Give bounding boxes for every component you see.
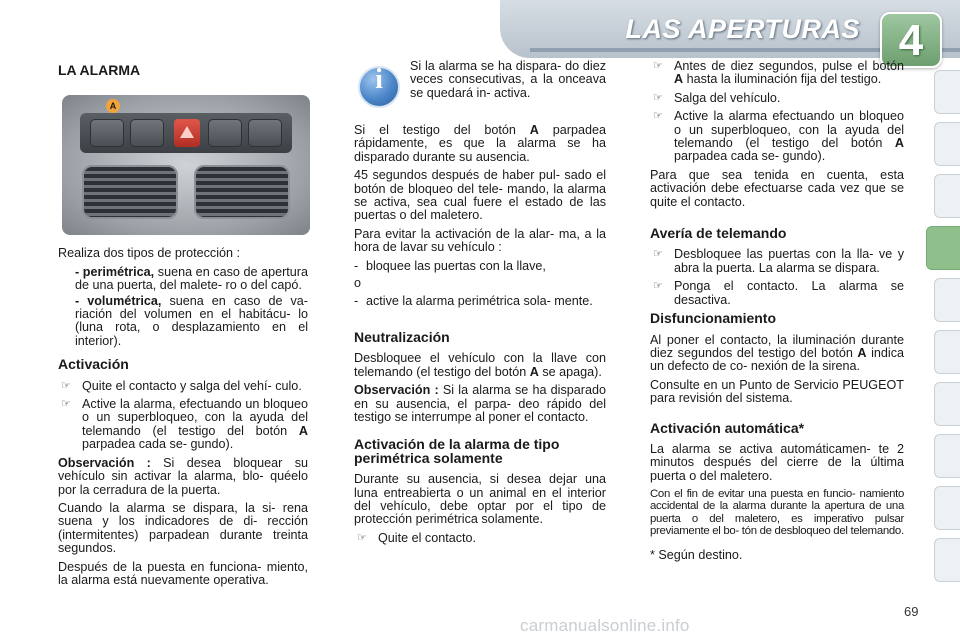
protection-perimetric bbox=[58, 266, 308, 293]
perimetrica-item-2-after: hasta la iluminación fija del testigo. bbox=[683, 72, 882, 87]
averia-item-1 bbox=[650, 248, 904, 275]
activacion-item-2-text-after: parpadea cada se- gundo). bbox=[82, 437, 234, 452]
side-tab-6[interactable] bbox=[934, 330, 960, 374]
disf-before: Al poner el contacto, la iluminación durante diez segundos del testigo del botón bbox=[650, 332, 904, 360]
info-block bbox=[354, 60, 606, 116]
testigo-before: Si el testigo del botón bbox=[354, 123, 530, 137]
page-number: 69 bbox=[904, 604, 919, 619]
disfuncionamiento-paragraph bbox=[650, 334, 904, 374]
button-a-ref: A bbox=[857, 345, 867, 360]
hand-pointer-icon: ☞ bbox=[357, 531, 367, 544]
page-title: LAS APERTURAS bbox=[625, 14, 860, 44]
perimetrica-item-2-before: Antes de diez segundos, pulse el botón bbox=[674, 59, 904, 73]
activacion-item-1 bbox=[58, 380, 308, 393]
section-title-neutralizacion: Neutralización bbox=[354, 328, 450, 345]
side-tab-5[interactable] bbox=[934, 278, 960, 322]
activacion-item-1-text: Quite el contacto y salga del vehí- culo. bbox=[82, 378, 302, 393]
protection-perimetric-text: suena en caso de apertura de una puerta, del malete- ro o del capó. bbox=[75, 264, 308, 293]
hand-pointer-icon: ☞ bbox=[61, 398, 71, 411]
column-1 bbox=[58, 60, 308, 592]
activacion-item-2 bbox=[58, 398, 308, 452]
observacion-label: Observación : bbox=[354, 383, 439, 398]
photo-hazard-button bbox=[174, 119, 200, 147]
automatica-note: Con el fin de evitar una puesta en funcio- namiento accidental de la alarma durante la apertura de una puerta o del maletero, es imperativo pulsar previamente el bo- tón de desbloqueo del telemando. bbox=[650, 488, 904, 537]
activacion-item-2-text-before: Active la alarma, efectuando un bloqueo o un superbloqueo, con la ayuda del telemando (el testigo del botón bbox=[82, 397, 308, 438]
dash-mark: - bbox=[354, 258, 359, 273]
washing-or: o bbox=[354, 276, 362, 291]
perimetrica-item-1 bbox=[354, 532, 606, 545]
button-a-ref: A bbox=[298, 423, 308, 438]
averia-item-2 bbox=[650, 280, 904, 307]
averia-item-2-text: Ponga el contacto. La alarma se desactiva. bbox=[674, 279, 904, 307]
side-tab-2[interactable] bbox=[934, 122, 960, 166]
observacion-text: Si la alarma se ha disparado en su ausencia, el parpa- deo rápido del testigo se interrumpe al poner el contacto. bbox=[354, 383, 606, 424]
photo-vent-left bbox=[82, 165, 178, 219]
side-tab-4-active[interactable] bbox=[926, 226, 960, 270]
activation-note-paragraph: Para que sea tenida en cuenta, esta activación debe efectuarse cada vez que se quite el contacto. bbox=[650, 167, 904, 209]
washing-option-1-text: bloquee las puertas con la llave, bbox=[366, 258, 546, 273]
automatica-paragraph: La alarma se activa automáticamen- te 2 minutos después del cierre de la última puerta o del maletero. bbox=[650, 441, 904, 483]
photo-callout-a: A bbox=[106, 99, 120, 113]
averia-item-1-text: Desbloquee las puertas con la lla- ve y abra la puerta. La alarma se dispara. bbox=[674, 247, 904, 275]
perimetrica-item-4-after: parpadea cada se- gundo). bbox=[674, 149, 826, 164]
protection-intro: Realiza dos tipos de protección : bbox=[58, 246, 241, 261]
footnote: * Según destino. bbox=[650, 547, 743, 562]
dash-mark: - bbox=[354, 294, 359, 309]
hand-pointer-icon: ☞ bbox=[653, 248, 663, 261]
photo-alarm-button bbox=[130, 119, 164, 147]
watermark: carmanualsonline.info bbox=[520, 616, 690, 635]
side-tab-8[interactable] bbox=[934, 434, 960, 478]
side-tab-1[interactable] bbox=[934, 70, 960, 114]
alarm-trigger-paragraph: Cuando la alarma se dispara, la si- rena suena y los indicadores de di- rección (intermitentes) parpadean durante treinta segundos. bbox=[58, 500, 308, 556]
hand-pointer-icon: ☞ bbox=[653, 60, 663, 72]
side-tab-7[interactable] bbox=[934, 382, 960, 426]
photo-button-right-1 bbox=[208, 119, 242, 147]
section-title-disfuncionamiento: Disfuncionamiento bbox=[650, 310, 777, 327]
photo-button-right-2 bbox=[248, 119, 282, 147]
column-2 bbox=[354, 60, 606, 550]
washing-option-2-text: active la alarma perimétrica sola- mente. bbox=[366, 294, 593, 309]
testigo-after: parpadea rápidamente, es que la alarma se ha disparado durante su ausencia. bbox=[354, 123, 606, 164]
photo-lock-button bbox=[90, 119, 124, 147]
neutral-after: se apaga). bbox=[538, 364, 602, 379]
section-title-automatica: Activación automática* bbox=[650, 419, 805, 436]
chapter-number: 4 bbox=[898, 16, 924, 65]
perimetrica-item-2 bbox=[650, 60, 904, 87]
button-a-ref: A bbox=[529, 364, 539, 379]
section-title-averia: Avería de telemando bbox=[650, 225, 787, 242]
side-tab-10[interactable] bbox=[934, 538, 960, 582]
hand-pointer-icon: ☞ bbox=[653, 91, 663, 104]
protection-volumetric bbox=[58, 295, 308, 349]
service-paragraph: Consulte en un Punto de Servicio PEUGEOT para revisión del sistema. bbox=[650, 377, 904, 406]
activation-delay-paragraph: 45 segundos después de haber pul- sado el botón de bloqueo del tele- mando, la alarma se activa, sea cual fuere el estado de las puertas o del maletero. bbox=[354, 168, 606, 223]
hand-pointer-icon: ☞ bbox=[653, 280, 663, 293]
side-tab-3[interactable] bbox=[934, 174, 960, 218]
washing-option-2 bbox=[354, 295, 606, 308]
perimetrica-item-4 bbox=[650, 110, 904, 164]
washing-option-1 bbox=[354, 260, 606, 273]
section-title-activacion: Activación bbox=[58, 356, 129, 373]
info-text: Si la alarma se ha dispara- do diez veces consecutivas, a la onceava se quedará in- activa. bbox=[410, 59, 606, 100]
perimetrica-item-1-text: Quite el contacto. bbox=[378, 530, 477, 545]
button-a-ref: A bbox=[674, 72, 684, 87]
info-icon: i bbox=[358, 66, 400, 108]
observacion-label: Observación : bbox=[58, 455, 151, 470]
hazard-triangle-icon bbox=[180, 126, 194, 138]
side-tabs bbox=[930, 70, 960, 590]
protection-perimetric-label: - perimétrica, bbox=[75, 264, 155, 279]
disf-after: indica un defecto de co- nexión de la sirena. bbox=[650, 345, 904, 374]
observacion-2 bbox=[354, 384, 606, 424]
alarm-operative-paragraph: Después de la puesta en funciona- miento, la alarma está nuevamente operativa. bbox=[58, 559, 308, 587]
washing-paragraph: Para evitar la activación de la alar- ma, a la hora de lavar su vehículo : bbox=[354, 226, 606, 255]
neutralizacion-paragraph bbox=[354, 352, 606, 379]
hand-pointer-icon: ☞ bbox=[653, 110, 663, 123]
section-title-alarm: LA ALARMA bbox=[58, 62, 141, 78]
testigo-paragraph bbox=[354, 124, 606, 164]
perimetrica-item-3 bbox=[650, 92, 904, 105]
section-title-perimetrica: Activación de la alarma de tipo perimétrica solamente bbox=[354, 436, 560, 466]
column-3 bbox=[650, 60, 904, 567]
side-tab-9[interactable] bbox=[934, 486, 960, 530]
observacion-text: Si desea bloquear su vehículo sin activar la alarma, blo- quéelo por la cerradura de la puerta. bbox=[58, 455, 308, 497]
hand-pointer-icon: ☞ bbox=[61, 379, 71, 392]
dashboard-photo bbox=[62, 95, 310, 235]
perimetrica-item-3-text: Salga del vehículo. bbox=[674, 90, 781, 105]
button-a-ref: A bbox=[529, 123, 539, 137]
observacion-1 bbox=[58, 457, 308, 497]
protection-volumetric-label: - volumétrica, bbox=[75, 293, 162, 308]
neutral-before: Desbloquee el vehículo con la llave con telemando (el testigo del botón bbox=[354, 351, 606, 379]
perimetrica-paragraph: Durante su ausencia, si desea dejar una luna entreabierta o un animal en el interior del vehículo, debe optar por el tipo de protección perimétrica solamente. bbox=[354, 472, 606, 527]
button-a-ref: A bbox=[894, 136, 904, 151]
protection-volumetric-text: suena en caso de va- riación del volumen en el habitácu- lo (luna rota, o desplazamiento en el interior). bbox=[75, 293, 308, 348]
photo-vent-right bbox=[194, 165, 290, 219]
perimetrica-item-4-before: Active la alarma efectuando un bloqueo o un superbloqueo, con la ayuda del telemando (el testigo del botón bbox=[674, 109, 904, 151]
